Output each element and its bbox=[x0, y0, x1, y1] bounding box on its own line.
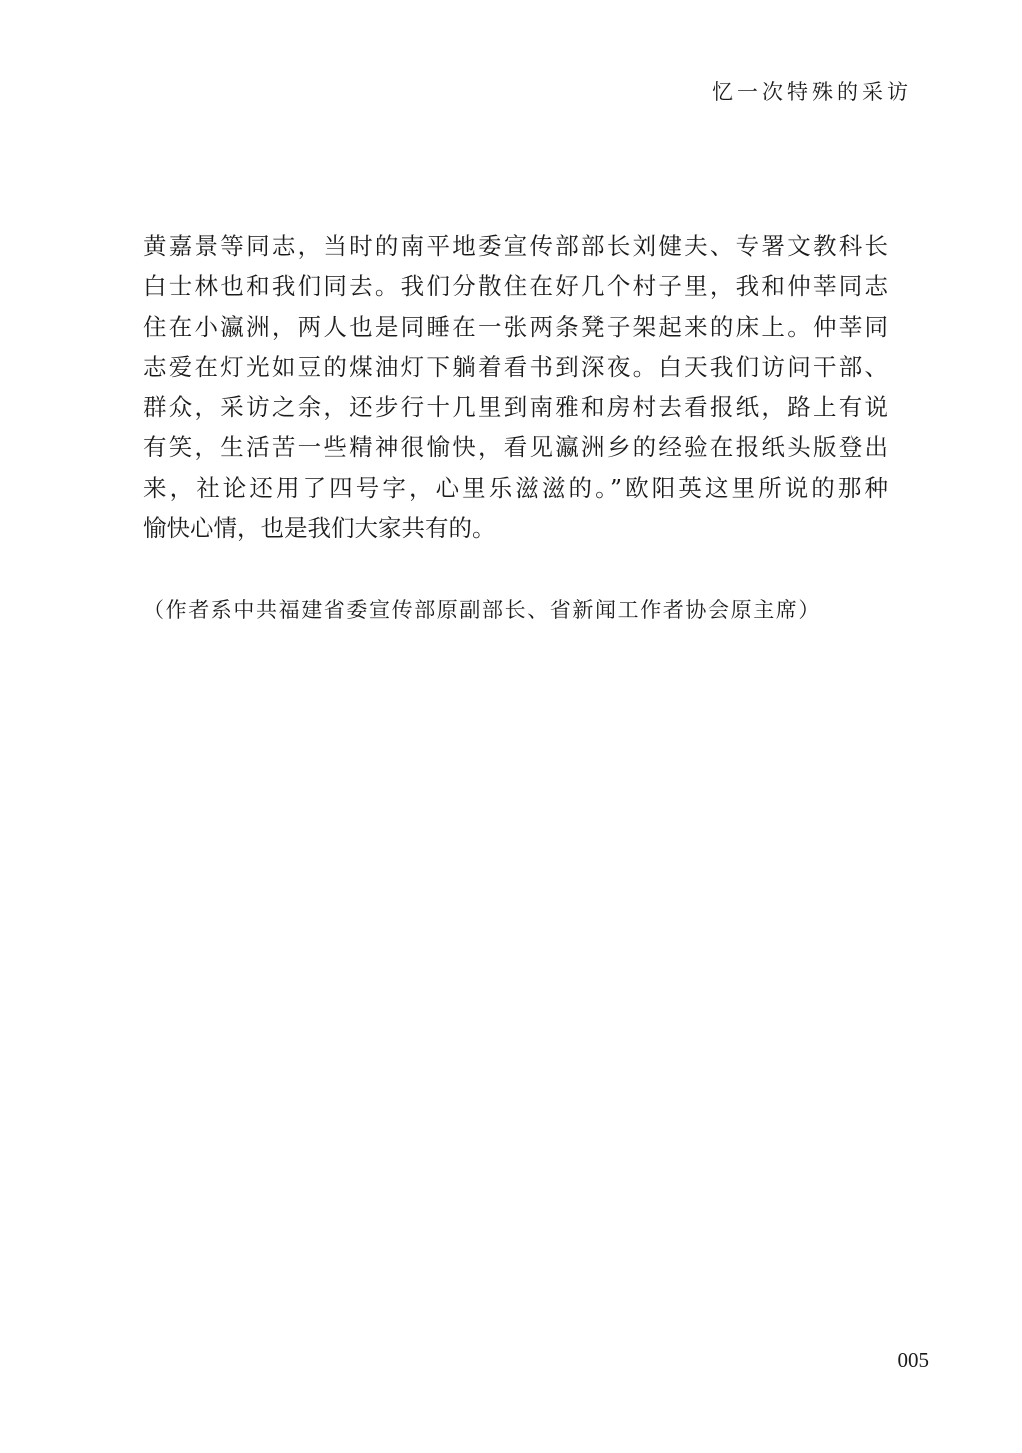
author-note: （作者系中共福建省委宣传部原副部长、省新闻工作者协会原主席） bbox=[143, 598, 821, 622]
page-number: 005 bbox=[897, 1348, 929, 1372]
paragraph-line: 愉快心情，也是我们大家共有的。 bbox=[143, 514, 496, 543]
paragraph-line: 志爱在灯光如豆的煤油灯下躺着看书到深夜。白天我们访问干部、 bbox=[143, 352, 888, 381]
paragraph-line: 黄嘉景等同志，当时的南平地委宣传部部长刘健夫、专署文教科长 bbox=[143, 232, 888, 260]
body-paragraph bbox=[143, 226, 888, 548]
paragraph-line: 来，社论还用了四号字，心里乐滋滋的。”欧阳英这里所说的那种 bbox=[143, 473, 888, 502]
paragraph-line: 群众，采访之余，还步行十几里到南雅和房村去看报纸，路上有说 bbox=[143, 393, 888, 422]
paragraph-line: 白士林也和我们同去。我们分散住在好几个村子里，我和仲莘同志 bbox=[143, 272, 888, 301]
running-header-title: 忆一次特殊的采访 bbox=[712, 80, 912, 104]
paragraph-line: 有笑，生活苦一些精神很愉快，看见瀛洲乡的经验在报纸头版登出 bbox=[143, 433, 888, 462]
paragraph-line: 住在小瀛洲，两人也是同睡在一张两条凳子架起来的床上。仲莘同 bbox=[143, 312, 888, 341]
